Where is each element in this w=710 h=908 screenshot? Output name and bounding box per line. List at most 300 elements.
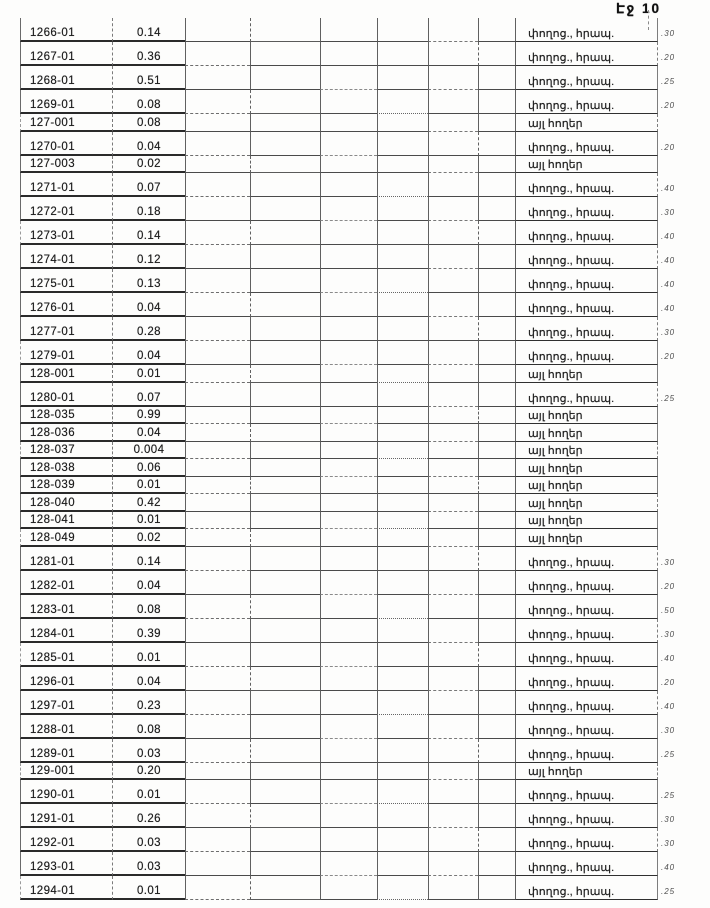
empty-cell (478, 132, 515, 156)
empty-cell (478, 691, 515, 715)
table-row (20, 132, 676, 156)
empty-cell (478, 365, 515, 383)
table-row (20, 512, 658, 530)
area-value-cell (112, 365, 185, 383)
empty-cell (250, 571, 320, 595)
empty-cell (185, 383, 250, 407)
parcel-id-cell (20, 667, 112, 691)
parcel-id: 128-035 (30, 409, 76, 421)
area-value-cell (112, 383, 185, 407)
parcel-id: 128-039 (30, 479, 76, 491)
area-value: 0.28 (137, 326, 161, 338)
empty-cell (428, 828, 478, 852)
empty-cell (377, 876, 428, 900)
empty-cell (250, 691, 320, 715)
land-registry-table (20, 18, 676, 900)
empty-cell (428, 132, 478, 156)
empty-cell (185, 365, 250, 383)
empty-cell (320, 341, 377, 365)
area-value-cell (112, 828, 185, 852)
empty-cell (377, 780, 428, 804)
table-row (20, 42, 676, 66)
area-value-cell (112, 876, 185, 900)
parcel-id: 1297-01 (30, 699, 76, 712)
empty-cell (478, 18, 515, 42)
empty-cell (478, 643, 515, 667)
empty-cell (185, 114, 250, 132)
table-row (20, 442, 658, 460)
empty-cell (320, 512, 377, 530)
land-use-label: փողոց., հրապ. (528, 652, 615, 665)
land-use-cell (515, 341, 658, 365)
parcel-id: 1277-01 (30, 326, 76, 338)
empty-cell (428, 383, 478, 407)
table-row (20, 739, 676, 763)
area-value: 0.01 (137, 789, 161, 801)
land-use-cell (515, 643, 658, 667)
land-use-label: փողոց., հրապ. (528, 604, 615, 617)
empty-cell (185, 18, 250, 42)
empty-cell (478, 828, 515, 852)
empty-cell (250, 512, 320, 530)
empty-cell (320, 804, 377, 828)
empty-cell (428, 667, 478, 691)
empty-cell (250, 173, 320, 197)
area-value-cell (112, 18, 185, 42)
empty-cell (377, 365, 428, 383)
page-edge-fragment: .20 (661, 677, 676, 687)
parcel-id-cell (20, 828, 112, 852)
land-use-cell (515, 18, 658, 42)
table-row (20, 66, 676, 90)
empty-cell (377, 269, 428, 293)
page-edge-fragment: .20 (661, 101, 676, 110)
empty-cell (478, 763, 515, 781)
empty-cell (250, 18, 320, 42)
empty-cell (250, 114, 320, 132)
area-value-cell (112, 595, 185, 619)
empty-cell (320, 114, 377, 132)
empty-cell (478, 383, 515, 407)
parcel-id: 1291-01 (30, 813, 76, 825)
area-value: 0.51 (137, 75, 161, 87)
empty-cell (478, 529, 515, 547)
parcel-id-cell (20, 365, 112, 383)
land-use-label: այլ հողեր (528, 532, 583, 545)
area-value-cell (112, 317, 185, 341)
area-value: 0.08 (137, 603, 161, 616)
page-edge-fragment: .50 (661, 605, 676, 615)
area-value-cell (112, 547, 185, 571)
land-use-label: փողոց., հրապ. (528, 556, 615, 569)
page-edge-fragment: .30 (661, 725, 676, 735)
land-use-label: փողոց., հրապ. (528, 279, 615, 291)
empty-cell (428, 114, 478, 132)
land-use-label: փողոց., հրապ. (528, 76, 615, 88)
area-value-cell (112, 512, 185, 530)
parcel-id-cell (20, 739, 112, 763)
parcel-id: 1273-01 (30, 230, 76, 242)
land-use-cell (515, 197, 658, 221)
table-row (20, 173, 676, 197)
empty-cell (478, 173, 515, 197)
empty-cell (478, 197, 515, 221)
empty-cell (478, 715, 515, 739)
land-use-label: փողոց., հրապ. (528, 183, 615, 195)
table-row (20, 619, 676, 643)
empty-cell (250, 90, 320, 114)
land-use-label: փողոց., հրապ. (528, 28, 615, 40)
empty-cell (320, 547, 377, 571)
empty-cell (377, 424, 428, 442)
empty-cell (428, 512, 478, 530)
table-row (20, 156, 658, 174)
empty-cell (250, 156, 320, 174)
area-value: 0.03 (137, 861, 161, 873)
empty-cell (320, 739, 377, 763)
parcel-id: 128-036 (30, 426, 76, 439)
empty-cell (320, 643, 377, 667)
table-body (20, 18, 676, 900)
area-value-cell (112, 42, 185, 66)
area-value: 0.08 (137, 116, 161, 129)
area-value: 0.23 (137, 699, 161, 712)
parcel-id: 1285-01 (30, 651, 76, 664)
parcel-id-cell (20, 763, 112, 781)
table-row (20, 114, 658, 132)
empty-cell (478, 156, 515, 174)
parcel-id-cell (20, 804, 112, 828)
land-use-label: փողոց., հրապ. (528, 207, 615, 219)
empty-cell (320, 442, 377, 460)
empty-cell (185, 643, 250, 667)
empty-cell (478, 317, 515, 341)
empty-cell (320, 477, 377, 495)
page-edge-fragment: .30 (661, 557, 676, 567)
empty-cell (377, 245, 428, 269)
table-row (20, 643, 676, 667)
parcel-id-cell (20, 780, 112, 804)
area-value-cell (112, 132, 185, 156)
land-use-cell (515, 90, 658, 114)
land-use-cell (515, 293, 658, 317)
land-use-cell (515, 114, 658, 132)
parcel-id-cell (20, 571, 112, 595)
land-use-cell (515, 595, 658, 619)
empty-cell (320, 852, 377, 876)
area-value-cell (112, 293, 185, 317)
area-value-cell (112, 407, 185, 425)
empty-cell (320, 365, 377, 383)
empty-cell (428, 18, 478, 42)
empty-cell (185, 595, 250, 619)
area-value: 0.03 (137, 747, 161, 760)
page-edge-fragment: .40 (661, 280, 676, 289)
area-value: 0.04 (137, 426, 161, 439)
area-value: 0.39 (137, 627, 161, 640)
empty-cell (428, 459, 478, 477)
empty-cell (377, 571, 428, 595)
empty-cell (320, 571, 377, 595)
empty-cell (250, 197, 320, 221)
land-use-cell (515, 132, 658, 156)
empty-cell (377, 114, 428, 132)
area-value-cell (112, 619, 185, 643)
land-use-label: այլ հողեր (528, 462, 583, 475)
empty-cell (478, 804, 515, 828)
page-edge-fragment: .25 (661, 749, 676, 759)
area-value: 0.004 (133, 444, 165, 456)
land-use-cell (515, 804, 658, 828)
area-value-cell (112, 221, 185, 245)
page-edge-fragment: .30 (661, 629, 676, 639)
land-use-label: փողոց., հրապ. (528, 886, 615, 898)
table-row (20, 459, 658, 477)
empty-cell (250, 547, 320, 571)
land-use-label: այլ հողեր (528, 766, 583, 778)
parcel-id: 1276-01 (30, 302, 76, 314)
area-value: 0.01 (137, 367, 161, 380)
area-value: 0.08 (137, 99, 161, 111)
parcel-id-cell (20, 317, 112, 341)
empty-cell (320, 595, 377, 619)
land-use-label: փողոց., հրապ. (528, 255, 615, 267)
empty-cell (377, 619, 428, 643)
empty-cell (377, 18, 428, 42)
parcel-id: 1294-01 (30, 885, 76, 897)
empty-cell (428, 619, 478, 643)
table-row (20, 365, 658, 383)
empty-cell (377, 512, 428, 530)
empty-cell (428, 547, 478, 571)
table-row (20, 571, 676, 595)
empty-cell (478, 407, 515, 425)
empty-cell (428, 643, 478, 667)
empty-cell (185, 221, 250, 245)
area-value-cell (112, 804, 185, 828)
empty-cell (250, 852, 320, 876)
area-value-cell (112, 341, 185, 365)
land-use-cell (515, 317, 658, 341)
parcel-id: 128-037 (30, 444, 76, 456)
empty-cell (185, 852, 250, 876)
parcel-id: 1269-01 (30, 99, 76, 111)
area-value: 0.08 (137, 723, 161, 736)
empty-cell (320, 828, 377, 852)
empty-cell (428, 269, 478, 293)
empty-cell (377, 383, 428, 407)
parcel-id-cell (20, 494, 112, 512)
area-value-cell (112, 477, 185, 495)
empty-cell (478, 459, 515, 477)
empty-cell (478, 341, 515, 365)
empty-cell (377, 691, 428, 715)
parcel-id-cell (20, 529, 112, 547)
page-edge-fragment: .40 (661, 701, 676, 711)
parcel-id: 127-001 (30, 116, 76, 129)
empty-cell (478, 571, 515, 595)
land-use-label: փողոց., հրապ. (528, 790, 615, 802)
area-value: 0.02 (137, 531, 161, 544)
table-row (20, 595, 676, 619)
empty-cell (377, 763, 428, 781)
empty-cell (478, 494, 515, 512)
empty-cell (478, 269, 515, 293)
table-row (20, 221, 676, 245)
empty-cell (428, 804, 478, 828)
parcel-id: 1267-01 (30, 51, 76, 63)
empty-cell (428, 876, 478, 900)
parcel-id-cell (20, 132, 112, 156)
area-value: 0.20 (137, 765, 161, 777)
empty-cell (185, 828, 250, 852)
table-row (20, 804, 676, 828)
empty-cell (320, 619, 377, 643)
area-value-cell (112, 667, 185, 691)
page-edge-fragment: .20 (661, 142, 676, 152)
land-use-label: փողոց., հրապ. (528, 303, 615, 315)
parcel-id: 1289-01 (30, 747, 76, 760)
empty-cell (428, 763, 478, 781)
empty-cell (320, 407, 377, 425)
empty-cell (250, 477, 320, 495)
parcel-id-cell (20, 66, 112, 90)
empty-cell (377, 828, 428, 852)
empty-cell (377, 90, 428, 114)
page-edge-fragment: .25 (661, 393, 676, 403)
parcel-id: 1293-01 (30, 861, 76, 873)
land-use-cell (515, 852, 658, 876)
empty-cell (377, 667, 428, 691)
empty-cell (185, 780, 250, 804)
empty-cell (377, 442, 428, 460)
page-edge-fragment: .20 (661, 53, 676, 62)
area-value-cell (112, 424, 185, 442)
land-use-label: փողոց., հրապ. (528, 814, 615, 826)
empty-cell (428, 529, 478, 547)
empty-cell (428, 424, 478, 442)
area-value: 0.01 (137, 514, 161, 526)
page-edge-fragment: .20 (661, 352, 676, 361)
land-use-label: այլ հողեր (528, 427, 583, 440)
empty-cell (250, 221, 320, 245)
empty-cell (377, 293, 428, 317)
empty-cell (428, 90, 478, 114)
land-use-cell (515, 477, 658, 495)
empty-cell (428, 442, 478, 460)
empty-cell (478, 66, 515, 90)
land-use-cell (515, 383, 658, 407)
empty-cell (250, 739, 320, 763)
parcel-id-cell (20, 424, 112, 442)
empty-cell (250, 459, 320, 477)
land-use-cell (515, 547, 658, 571)
parcel-id-cell (20, 691, 112, 715)
empty-cell (250, 876, 320, 900)
land-use-cell (515, 269, 658, 293)
empty-cell (377, 494, 428, 512)
area-value-cell (112, 442, 185, 460)
empty-cell (428, 245, 478, 269)
land-use-cell (515, 424, 658, 442)
empty-cell (250, 804, 320, 828)
parcel-id-cell (20, 221, 112, 245)
land-use-cell (515, 442, 658, 460)
parcel-id: 1272-01 (30, 206, 76, 218)
land-use-label: փողոց., հրապ. (528, 700, 615, 713)
empty-cell (377, 197, 428, 221)
area-value-cell (112, 245, 185, 269)
land-use-label: փողոց., հրապ. (528, 52, 615, 64)
empty-cell (320, 667, 377, 691)
empty-cell (377, 341, 428, 365)
table-row (20, 715, 676, 739)
empty-cell (377, 317, 428, 341)
page-edge-fragment: .30 (661, 208, 676, 217)
page-edge-fragment: .40 (661, 256, 676, 265)
area-value: 0.03 (137, 837, 161, 849)
empty-cell (320, 173, 377, 197)
parcel-id: 127-003 (30, 158, 76, 170)
empty-cell (320, 876, 377, 900)
empty-cell (478, 780, 515, 804)
parcel-id: 1282-01 (30, 579, 76, 592)
empty-cell (250, 667, 320, 691)
empty-cell (478, 477, 515, 495)
empty-cell (185, 739, 250, 763)
empty-cell (478, 114, 515, 132)
land-use-label: փողոց., հրապ. (528, 392, 615, 405)
area-value-cell (112, 852, 185, 876)
empty-cell (478, 293, 515, 317)
page-edge-fragment: .30 (661, 839, 676, 848)
empty-cell (377, 221, 428, 245)
parcel-id-cell (20, 245, 112, 269)
parcel-id: 1268-01 (30, 75, 76, 87)
empty-cell (185, 245, 250, 269)
area-value: 0.04 (137, 350, 161, 362)
land-use-label: փողոց., հրապ. (528, 580, 615, 593)
parcel-id-cell (20, 156, 112, 174)
empty-cell (428, 494, 478, 512)
page-edge-fragment: .25 (661, 791, 676, 800)
empty-cell (250, 715, 320, 739)
empty-cell (320, 245, 377, 269)
empty-cell (250, 643, 320, 667)
land-use-cell (515, 763, 658, 781)
parcel-id: 128-049 (30, 531, 76, 544)
empty-cell (250, 383, 320, 407)
empty-cell (428, 852, 478, 876)
table-row (20, 18, 676, 42)
empty-cell (250, 132, 320, 156)
area-value-cell (112, 90, 185, 114)
parcel-id-cell (20, 197, 112, 221)
land-use-cell (515, 459, 658, 477)
land-use-cell (515, 407, 658, 425)
land-use-cell (515, 739, 658, 763)
area-value-cell (112, 173, 185, 197)
table-row (20, 245, 676, 269)
land-use-cell (515, 173, 658, 197)
table-row (20, 424, 658, 442)
area-value-cell (112, 763, 185, 781)
empty-cell (478, 245, 515, 269)
empty-cell (185, 407, 250, 425)
parcel-id-cell (20, 459, 112, 477)
land-use-label: այլ հողեր (528, 497, 583, 510)
land-use-cell (515, 571, 658, 595)
